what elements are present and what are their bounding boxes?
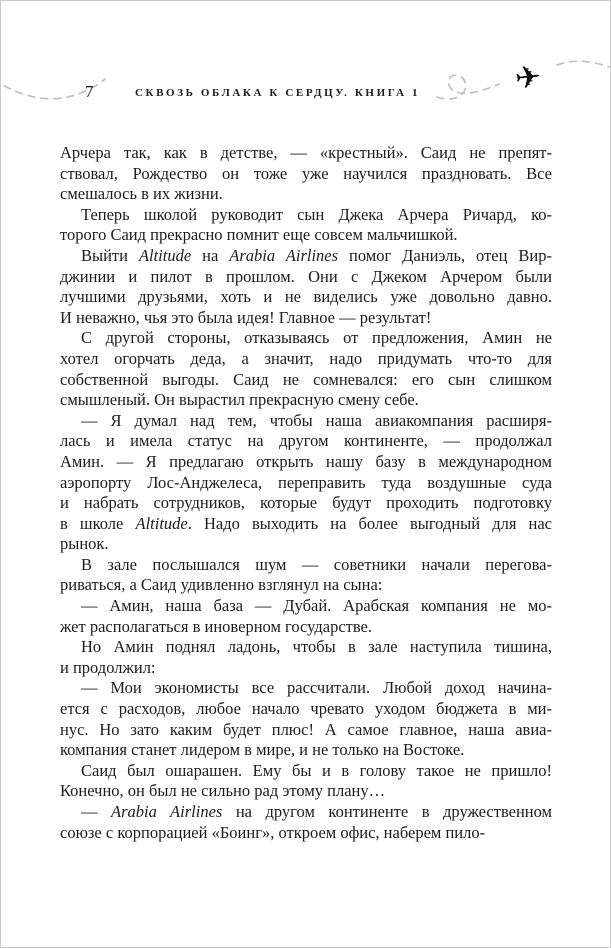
text-line: — Я думал над тем, чтобы наша авиакомпания расширя- bbox=[81, 410, 552, 430]
text-line: компания станет лидером в мире, и не только на Востоке. bbox=[60, 740, 465, 760]
text-line: ется с расходов, любое начало чревато уходом бюджета в ми- bbox=[60, 699, 552, 719]
text-line: Конечно, он был не сильно рад этому плану… bbox=[60, 781, 386, 801]
paragraph bbox=[60, 246, 552, 328]
text-line: рынок. bbox=[60, 534, 109, 554]
text-line: аэропорту Лос-Анджелеса, переправить туда воздушные суда bbox=[60, 472, 552, 492]
airplane-icon: ✈ bbox=[513, 58, 543, 98]
text-block bbox=[60, 143, 552, 843]
text-line: смешалось в их жизни. bbox=[60, 184, 223, 204]
text-line: Но Амин поднял ладонь, чтобы в зале наступила тишина, bbox=[81, 637, 552, 657]
text-line: торого Саид прекрасно помнит еще совсем мальчишкой. bbox=[60, 225, 458, 245]
paragraph bbox=[60, 802, 552, 843]
text-line: И неважно, чья это была идея! Главное — результат! bbox=[60, 307, 432, 327]
text-line: ствовал, Рождество он тоже уже научился праздновать. Все bbox=[60, 163, 552, 183]
text-line: и набрать сотрудников, которые будут проходить подготовку bbox=[60, 493, 552, 513]
text-line: смышленый. Он вырастил прекрасную смену себе. bbox=[60, 390, 419, 410]
running-title: СКВОЗЬ ОБЛАКА К СЕРДЦУ. КНИГА 1 bbox=[135, 87, 421, 99]
page-number: 7 bbox=[85, 82, 94, 101]
paragraph bbox=[60, 411, 552, 555]
text-line: Теперь школой руководит сын Джека Арчера Ричард, ко- bbox=[81, 204, 552, 224]
text-line: жет располагаться в иноверном государстве. bbox=[60, 616, 373, 636]
text-line: Амин. — Я предлагаю открыть нашу базу в международном bbox=[60, 451, 552, 471]
text-line: — Arabia Airlines на другом континенте в дружественном bbox=[81, 802, 552, 821]
text-line: нус. Но зато каким будет плюс! А самое главное, наша авиа- bbox=[60, 719, 552, 739]
text-line: Саид был ошарашен. Ему бы и в голову такое не пришло! bbox=[81, 760, 552, 780]
text-line: лась и имела статус на другом континенте, — продолжал bbox=[60, 431, 552, 451]
text-line: и продолжил: bbox=[60, 657, 156, 677]
paragraph bbox=[60, 637, 552, 678]
text-line: союзе с корпорацией «Боинг», откроем офис, наберем пило- bbox=[60, 822, 486, 842]
text-line: лучшими друзьями, хоть и не виделись уже довольно давно. bbox=[60, 287, 552, 307]
paragraph bbox=[60, 596, 552, 637]
text-line: С другой стороны, отказываясь от предложения, Амин не bbox=[81, 328, 552, 348]
text-line: Выйти Altitude на Arabia Airlines помог Даниэль, отец Вир- bbox=[81, 245, 552, 265]
text-line: — Амин, наша база — Дубай. Арабская компания не мо- bbox=[81, 596, 552, 616]
text-line: джинии и пилот в прошлом. Они с Джеком Арчером были bbox=[60, 266, 552, 286]
text-line: В зале послышался шум — советники начали перегова- bbox=[81, 554, 552, 574]
text-line: в школе Altitude. Надо выходить на более выгодный для нас bbox=[60, 513, 553, 533]
paragraph bbox=[60, 678, 552, 760]
paragraph bbox=[60, 328, 552, 410]
text-line: — Мои экономисты все рассчитали. Любой доход начина- bbox=[81, 678, 552, 698]
paragraph bbox=[60, 205, 552, 246]
paragraph bbox=[60, 555, 552, 596]
text-line: риваться, а Саид удивленно взглянул на сына: bbox=[60, 575, 383, 595]
paragraph bbox=[60, 143, 552, 205]
text-line: Арчера так, как в детстве, — «крестный». Саид не препят- bbox=[60, 143, 552, 162]
text-line: собственной выгоды. Саид не сомневался: его сын слишком bbox=[60, 369, 552, 389]
paragraph bbox=[60, 761, 552, 802]
text-line: хотел огорчать деда, а значит, надо придумать что-то для bbox=[60, 348, 552, 368]
